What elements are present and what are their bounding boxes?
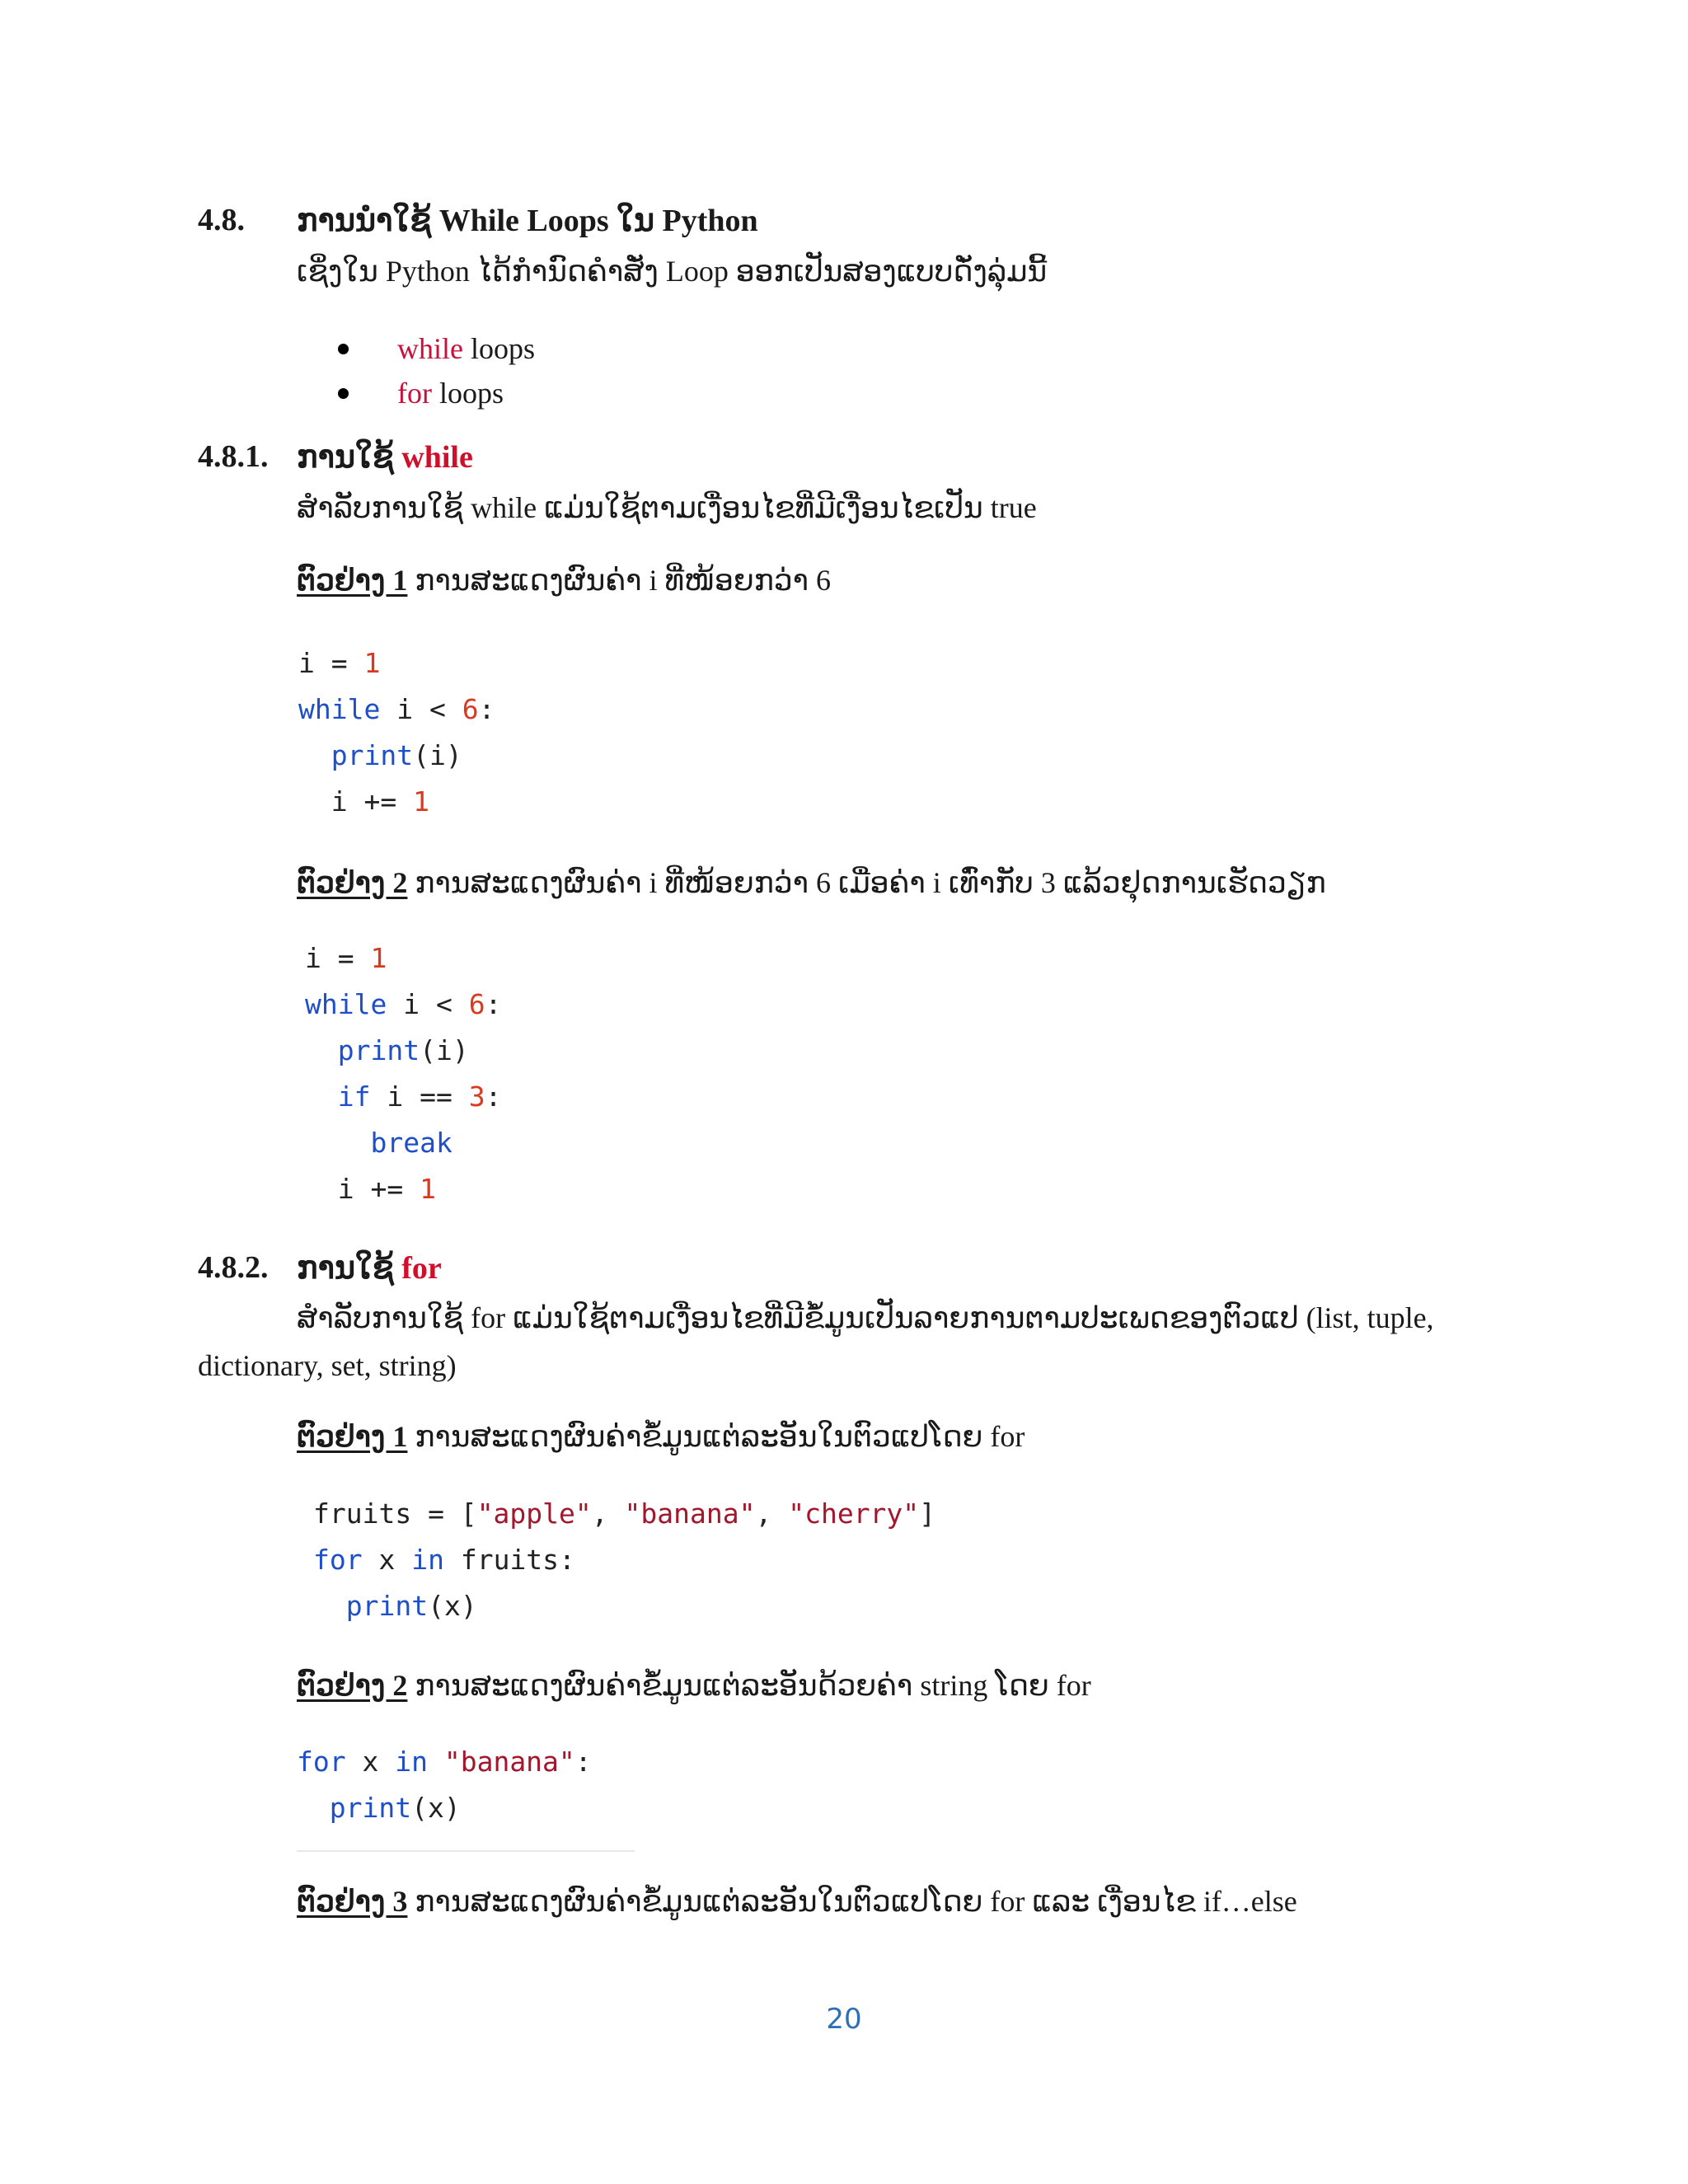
code-line	[305, 1127, 452, 1159]
code-token: for	[297, 1746, 346, 1778]
code-token: 6	[468, 988, 485, 1020]
code-line	[298, 693, 495, 725]
section-title: ການນຳໃຊ້ While Loops ໃນ Python	[297, 204, 758, 238]
code-token: for	[313, 1544, 363, 1576]
code-line	[305, 1173, 436, 1205]
code-token: "banana"	[624, 1497, 756, 1530]
code-line	[313, 1544, 575, 1576]
code-token: =	[331, 647, 364, 679]
code-token: i	[305, 942, 338, 974]
code-token: :	[574, 1746, 592, 1778]
bullet-text: loops	[462, 332, 535, 365]
example-heading	[297, 1668, 1091, 1703]
code-token	[298, 739, 331, 771]
code-token: print	[329, 1792, 412, 1824]
section-title: ການໃຊ້	[297, 440, 402, 475]
code-token: in	[411, 1544, 444, 1576]
code-token: x	[345, 1746, 396, 1778]
bullet-keyword: while	[397, 332, 463, 365]
code-token: "banana"	[443, 1746, 575, 1778]
code-token: i	[298, 647, 331, 679]
code-line	[297, 1792, 461, 1824]
code-line	[305, 1034, 469, 1066]
code-token: =	[337, 942, 371, 974]
example-text: ການສະແດງຜົນຄ່າຂໍ້ມູນແຕ່ລະອັນດ້ວຍຄ່າ string ໂດຍ for	[407, 1669, 1091, 1702]
example-text: ການສະແດງຜົນຄ່າ i ທີ່ໜ້ອຍກວ່າ 6 ເມື່ອຄ່າ i ເທົ່າກັບ 3 ແລ້ວຢຸດການເຮັດວຽກ	[407, 866, 1326, 899]
code-token: "apple"	[476, 1497, 592, 1530]
code-token: i +=	[298, 785, 414, 818]
code-token: (i)	[420, 1034, 469, 1066]
example-heading	[297, 865, 1326, 900]
code-token: i <	[387, 988, 469, 1020]
code-token	[305, 1034, 338, 1066]
code-token: 6	[462, 693, 479, 725]
section-4-8-intro: ເຊິ່ງໃນ Python ໄດ້ກຳນົດຄຳສັ່ງ Loop ອອກເປັນສອງແບບດັ່ງລຸ່ມນີ້	[297, 255, 1048, 288]
code-line	[298, 739, 462, 771]
code-token: :	[478, 693, 495, 725]
page-number: 20	[826, 2003, 862, 2036]
example-text: ການສະແດງຜົນຄ່າຂໍ້ມູນແຕ່ລະອັນໃນຕົວແປໂດຍ for ແລະ ເງື່ອນໄຂ if…else	[407, 1885, 1297, 1918]
code-line	[297, 1746, 592, 1778]
example-label: ຕົວຢ່າງ 3	[297, 1885, 408, 1918]
code-line	[305, 942, 387, 974]
code-token: if	[337, 1080, 371, 1113]
example-text: ການສະແດງຜົນຄ່າ i ທີ່ໜ້ອຍກວ່າ 6	[407, 564, 832, 597]
section-number: 4.8.	[198, 203, 245, 237]
code-token: print	[345, 1590, 429, 1622]
example-label: ຕົວຢ່າງ 1	[297, 564, 408, 597]
divider	[297, 1850, 635, 1852]
example-label: ຕົວຢ່າງ 2	[297, 1669, 408, 1702]
code-token: fruits:	[443, 1544, 575, 1576]
section-title-keyword: while	[401, 440, 473, 475]
example-heading	[297, 563, 831, 598]
code-token: in	[395, 1746, 428, 1778]
code-token: :	[485, 988, 502, 1020]
code-line	[298, 785, 429, 818]
section-title: ການໃຊ້	[297, 1251, 402, 1286]
code-token: x	[362, 1544, 412, 1576]
section-4-8-2-description-line-1: ສຳລັບການໃຊ້ for ແມ່ນໃຊ້ຕາມເງື່ອນໄຂທີ່ມີຂໍ້ມູນເປັນລາຍການຕາມປະເພດຂອງຕົວແປ (list, tuple,	[297, 1301, 1434, 1334]
code-token: i +=	[305, 1173, 420, 1205]
code-token	[428, 1746, 444, 1778]
example-label: ຕົວຢ່າງ 1	[297, 1420, 408, 1453]
code-token	[305, 1080, 338, 1113]
bullet-keyword: for	[397, 377, 432, 410]
code-line	[305, 1080, 501, 1113]
code-token: ,	[755, 1497, 789, 1530]
code-token: print	[337, 1034, 420, 1066]
example-heading	[297, 1884, 1297, 1919]
code-token: 1	[370, 942, 387, 974]
code-token: (x)	[428, 1590, 477, 1622]
bullet-icon	[338, 344, 349, 354]
code-line	[313, 1497, 935, 1530]
code-token: :	[485, 1080, 502, 1113]
code-token: while	[298, 693, 381, 725]
section-4-8-2-description-line-2: dictionary, set, string)	[198, 1349, 457, 1382]
example-label: ຕົວຢ່າງ 2	[297, 866, 408, 899]
code-token: 1	[413, 785, 429, 818]
section-number: 4.8.2.	[198, 1250, 269, 1285]
code-line	[298, 647, 380, 679]
code-token: ,	[591, 1497, 625, 1530]
code-token: i <	[380, 693, 462, 725]
bullet-icon	[338, 388, 349, 399]
code-token: 1	[363, 647, 381, 679]
code-token: while	[305, 988, 387, 1020]
section-number: 4.8.1.	[198, 439, 269, 474]
example-heading	[297, 1419, 1025, 1454]
code-token: ]	[919, 1497, 936, 1530]
example-text: ການສະແດງຜົນຄ່າຂໍ້ມູນແຕ່ລະອັນໃນຕົວແປໂດຍ for	[407, 1420, 1025, 1453]
bullet-text: loops	[431, 377, 504, 410]
code-token: "cherry"	[788, 1497, 920, 1530]
code-token: fruits = [	[313, 1497, 477, 1530]
code-token: 3	[468, 1080, 485, 1113]
code-line	[305, 988, 501, 1020]
section-title-keyword: for	[401, 1251, 442, 1286]
code-token: i ==	[370, 1080, 469, 1113]
code-line	[313, 1590, 477, 1622]
code-token: 1	[420, 1173, 436, 1205]
code-token	[305, 1127, 370, 1159]
code-token: break	[370, 1127, 452, 1159]
section-4-8-1-description: ສຳລັບການໃຊ້ while ແມ່ນໃຊ້ຕາມເງື່ອນໄຂທີ່ມີເງື່ອນໄຂເປັນ true	[297, 491, 1037, 524]
code-token	[313, 1590, 346, 1622]
code-token	[297, 1792, 330, 1824]
code-token: (x)	[411, 1792, 461, 1824]
code-token: (i)	[413, 739, 462, 771]
code-token: print	[331, 739, 414, 771]
